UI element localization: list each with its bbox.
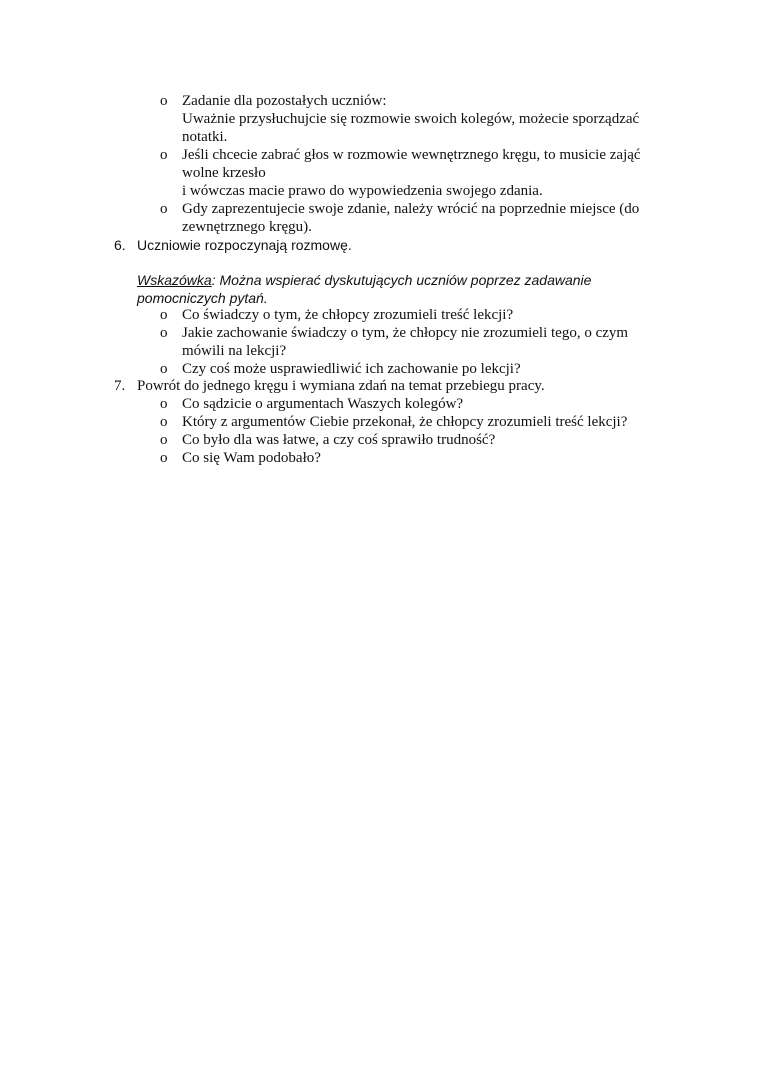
bullet-marker: o <box>160 325 168 341</box>
hint-label: Wskazówka <box>137 272 212 288</box>
bullet-marker: o <box>160 432 168 448</box>
bullet-marker: o <box>160 147 168 163</box>
item-text-line: wolne krzesło <box>182 165 266 181</box>
step-text: Uczniowie rozpoczynają rozmowę. <box>137 237 352 253</box>
item-text-line: zewnętrznego kręgu). <box>182 219 312 235</box>
bullet-marker: o <box>160 93 168 109</box>
bullet-marker: o <box>160 414 168 430</box>
item-text-line: notatki. <box>182 129 228 145</box>
hint-line <box>137 271 591 289</box>
bullet-marker: o <box>160 201 168 217</box>
step-number: 6. <box>114 237 126 253</box>
question-text: Co świadczy o tym, że chłopcy zrozumieli treść lekcji? <box>182 307 514 323</box>
bullet-marker: o <box>160 396 168 412</box>
bullet-marker: o <box>160 307 168 323</box>
question-text: Co było dla was łatwe, a czy coś sprawiło trudność? <box>182 432 496 448</box>
question-text: mówili na lekcji? <box>182 343 287 359</box>
bullet-marker: o <box>160 361 168 377</box>
item-text-line: Zadanie dla pozostałych uczniów: <box>182 93 387 109</box>
question-text: Czy coś może usprawiedliwić ich zachowanie po lekcji? <box>182 361 521 377</box>
step-text: Powrót do jednego kręgu i wymiana zdań na temat przebiegu pracy. <box>137 378 545 394</box>
question-text: Co sądzicie o argumentach Waszych kolegów? <box>182 396 464 412</box>
question-text: Jakie zachowanie świadczy o tym, że chłopcy nie zrozumieli tego, o czym <box>182 325 629 341</box>
step-number: 7. <box>114 378 126 394</box>
hint-text-line: pomocniczych pytań. <box>137 290 268 306</box>
hint-text: : Można wspierać dyskutujących uczniów poprzez zadawanie <box>211 272 592 288</box>
item-text-line: Uważnie przysłuchujcie się rozmowie swoich kolegów, możecie sporządzać <box>182 111 640 127</box>
item-text-line: Gdy zaprezentujecie swoje zdanie, należy wrócić na poprzednie miejsce (do <box>182 201 640 217</box>
question-text: Co się Wam podobało? <box>182 450 321 466</box>
item-text-line: Jeśli chcecie zabrać głos w rozmowie wewnętrznego kręgu, to musicie zająć <box>182 147 641 163</box>
question-text: Który z argumentów Ciebie przekonał, że chłopcy zrozumieli treść lekcji? <box>182 414 628 430</box>
item-text-line: i wówczas macie prawo do wypowiedzenia swojego zdania. <box>182 183 543 199</box>
bullet-marker: o <box>160 450 168 466</box>
